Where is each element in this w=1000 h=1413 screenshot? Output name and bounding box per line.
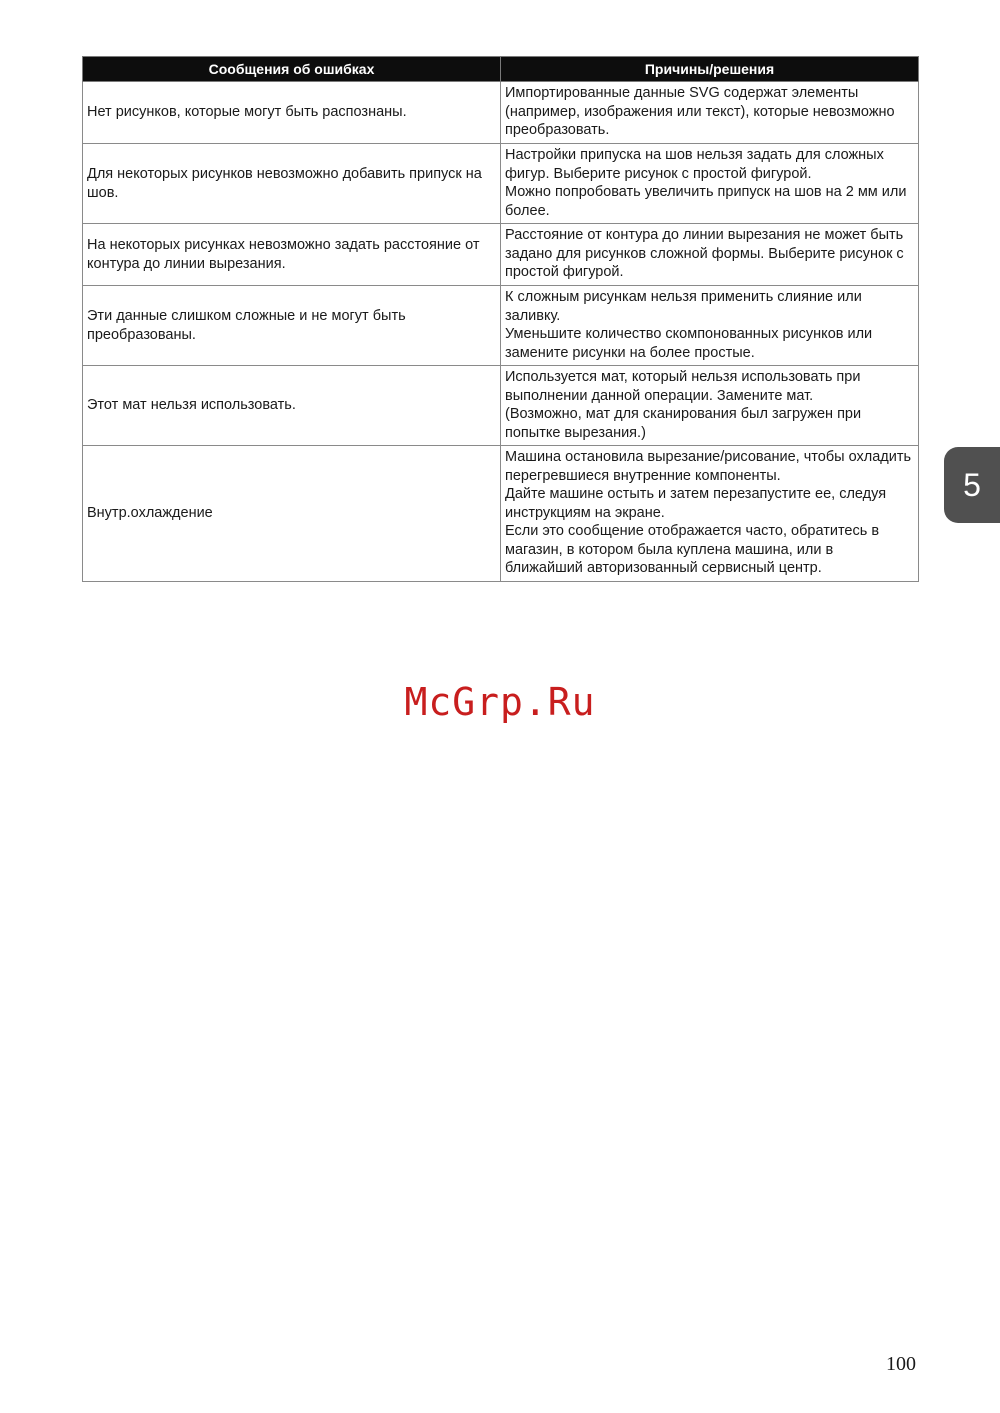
watermark: McGrp.Ru — [404, 680, 596, 724]
table-row — [83, 446, 919, 582]
error-message-cell: Для некоторых рисунков невозможно добавить припуск на шов. — [83, 144, 501, 224]
error-message-cell: Внутр.охлаждение — [83, 446, 501, 582]
solution-text: Импортированные данные SVG содержат элементы (например, изображения или текст), которые невозможно преобразовать. — [505, 85, 895, 138]
solution-cell — [501, 366, 919, 446]
table-row — [83, 286, 919, 366]
solution-cell — [501, 286, 919, 366]
error-message-cell: Этот мат нельзя использовать. — [83, 366, 501, 446]
solution-text: Используется мат, который нельзя использовать при выполнении данной операции. Замените мат. (Возможно, мат для сканирования был загружен при попытке вырезания.) — [505, 369, 862, 441]
solution-text: К сложным рисункам нельзя применить слияние или заливку. Уменьшите количество скомпонованных рисунков или замените рисунки на более простые. — [505, 289, 873, 361]
solution-cell — [501, 446, 919, 582]
error-messages-table — [82, 56, 919, 582]
chapter-tab: 5 — [944, 447, 1000, 523]
header-causes-solutions: Причины/решения — [501, 57, 919, 82]
solution-text: Настройки припуска на шов нельзя задать для сложных фигур. Выберите рисунок с простой фигурой. Можно попробовать увеличить припуск на шов на 2 мм или более. — [505, 147, 907, 219]
table-row — [83, 224, 919, 286]
error-message-cell: На некоторых рисунках невозможно задать расстояние от контура до линии вырезания. — [83, 224, 501, 286]
solution-cell — [501, 224, 919, 286]
table-header-row — [83, 57, 919, 82]
page-number: 100 — [886, 1353, 916, 1375]
table-row — [83, 82, 919, 144]
solution-text: Расстояние от контура до линии вырезания не может быть задано для рисунков сложной формы. Выберите рисунок с простой фигурой. — [505, 227, 904, 280]
error-message-cell: Эти данные слишком сложные и не могут быть преобразованы. — [83, 286, 501, 366]
header-error-messages: Сообщения об ошибках — [83, 57, 501, 82]
solution-cell — [501, 82, 919, 144]
solution-text: Машина остановила вырезание/рисование, чтобы охладить перегревшиеся внутренние компоненты. Дайте машине остыть и затем перезапустите ее, следуя инструкциям на экране. Если это сообщение отображается часто, обратитесь в магазин, в котором была куплена машина, или в ближайший авторизованный сервисный центр. — [505, 449, 912, 576]
table-row — [83, 366, 919, 446]
error-message-cell: Нет рисунков, которые могут быть распознаны. — [83, 82, 501, 144]
table-row — [83, 144, 919, 224]
solution-cell — [501, 144, 919, 224]
